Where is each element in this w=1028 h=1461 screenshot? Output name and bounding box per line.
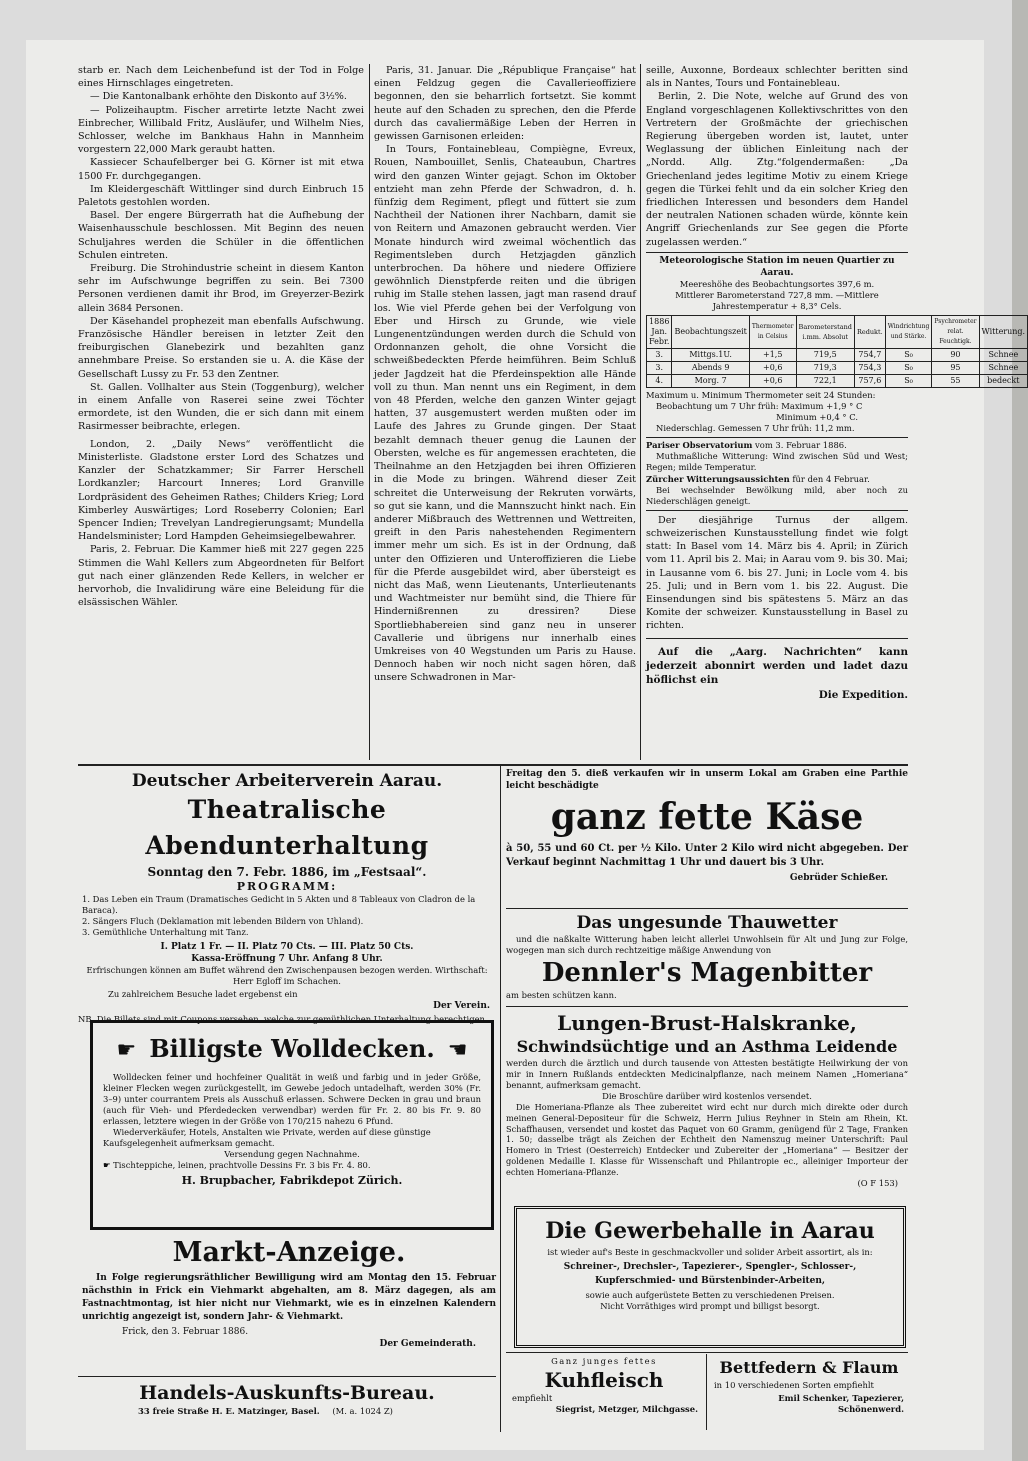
ad-trades: Schreiner-, Drechsler-, Tapezierer-, Spengler-, Schlosser-, Kupferschmied- und Bürstenbinder-Arbeiten,: [563, 1262, 857, 1286]
weather-station-mean: Mittlerer Barometerstand 727,8 mm. —Mittlere Jahrestemperatur + 8,3° Cels.: [675, 289, 879, 311]
weather-station-altitude: Meereshöhe des Beobachtungsortes 397,6 m.: [679, 278, 875, 289]
ad-buffet: Erfrischungen können am Buffet während den Zwischenpausen bezogen werden. Wirthschaft: Herr Egloff im Schachen.: [86, 965, 488, 986]
ad-headline: Theatralische Abendunterhaltung: [145, 795, 429, 860]
ad-wolldecken: [90, 1020, 494, 1230]
paris-observatory: [646, 437, 908, 473]
table-row: 3. Mittgs.1U. +1,5 719,5 754,7 S₀ 90 Schnee: [647, 348, 1028, 361]
ad-text: Wolldecken feiner und hochfeiner Qualität in weiß und farbig und in jeder Größe, kleiner Flecken wegen zurückgestellt, im Gewebe jedoch untadelhaft, werden 30% (Fr. 3–9) unter courrantem Preis als Ausschuß erlassen. Schwere Decken in grau und braun (auch für Vieh- und Pferdedecken verwendbar) werden für Fr. 2. 80 bis Fr. 9. 80 erlassen, letztere wiegen in der Größe von 170/215 nahezu 6 Pfund.: [103, 1072, 481, 1126]
ad-footer: am besten schützen kann.: [506, 990, 617, 1000]
news-column-1: [78, 64, 364, 754]
ad-text: Versendung gegen Nachnahme.: [224, 1149, 360, 1159]
ad-program-label: PROGRAMM:: [236, 880, 338, 893]
divider: [506, 1352, 908, 1353]
paris-observatory-text: Muthmaßliche Witterung: Wind zwischen Süd und West; Regen; milde Temperatur.: [646, 450, 908, 472]
news-item: starb er. Nach dem Leichenbefund ist der Tod in Folge eines Hirnschlages eingetreten.: [78, 65, 364, 90]
news-item: Freiburg. Die Strohindustrie scheint in diesem Kanton sehr im Aufschwunge begriffen zu sein. Bei 7300 Personen verdienen damit ihr Brod, im Greyerzer-Bezirk allein 3684 Personen.: [78, 263, 364, 314]
ad-prices: I. Platz 1 Fr. — II. Platz 70 Cts. — III. Platz 50 Cts.: [160, 942, 414, 952]
news-item: Kassiecer Schaufelberger bei G. Körner ist mit etwa 1500 Fr. durchgegangen.: [78, 157, 364, 182]
ad-bettfedern: [710, 1356, 908, 1430]
ad-dennler: [506, 912, 908, 1004]
ad-title: Das ungesunde Thauwetter: [576, 913, 838, 933]
ad-firm: H. Brupbacher, Fabrikdepot Zürich.: [181, 1174, 403, 1187]
divider: [706, 1354, 707, 1430]
ad-text: Nicht Vorräthiges wird prompt und billigst besorgt.: [600, 1301, 820, 1311]
table-row: 4. Morg. 7 +0,6 722,1 757,6 S₀ 55 bedeckt: [647, 374, 1028, 387]
ad-title: Billigste Wolldecken.: [149, 1034, 435, 1063]
table-row: 3. Abends 9 +0,6 719,3 754,3 S₀ 95 Schnee: [647, 361, 1028, 374]
news-item: Paris, 2. Februar. Die Kammer hieß mit 227 gegen 225 Stimmen die Wahl Kellers zum Abgeordneten für Belfort gut nach einer glänzenden Rede Kellers, in welcher er hervorhob, die Invalidirung wäre eine Beleidung für die elsässischen Wähler.: [78, 544, 364, 609]
ad-nb: NB. Die Billets sind mit Coupons versehen, welche zur gemüthlichen Unterhaltung berechtigen.: [78, 1014, 488, 1024]
ad-program-item: 3. Gemüthliche Unterhaltung mit Tanz.: [82, 927, 249, 937]
zurich-forecast: [646, 474, 908, 507]
ad-program-item: 2. Sängers Fluch (Deklamation mit lebenden Bildern von Uhland).: [82, 916, 364, 926]
ad-title-2: Schwindsüchtige und an Asthma Leidende: [516, 1037, 898, 1056]
ad-invite: Zu zahlreichem Besuche ladet ergebenst ein: [108, 989, 298, 999]
ad-opening: Kassa-Eröffnung 7 Uhr. Anfang 8 Uhr.: [191, 954, 383, 964]
weather-note: Niederschlag. Gemessen 7 Uhr früh: 11,2 mm.: [656, 422, 855, 433]
divider: [646, 638, 908, 645]
ad-arbeiterverein: [78, 770, 496, 1024]
ad-date: Frick, den 3. Februar 1886.: [122, 1327, 249, 1337]
news-item: Der Käsehandel prophezeit man ebenfalls Aufschwung. Französische Händler bereisen in letzter Zeit den freiburgischen Glanebezirk und bezahlten ganz annehmbare Preise. So erstanden sie u. A. die Käse der Gesellschaft Lussy zu Fr. 53 den Zentner.: [78, 315, 364, 380]
weather-note: Beobachtung um 7 Uhr früh: Maximum +1,9 ° C: [656, 400, 863, 411]
ad-signature: Der Verein.: [433, 1001, 490, 1011]
ad-handels: [78, 1380, 496, 1430]
divider: [506, 1006, 908, 1007]
ad-title: Die Gewerbehalle in Aarau: [545, 1218, 875, 1244]
news-item: Paris, 31. Januar. Die „République Française“ hat einen Feldzug gegen die Cavallerieoffiziere begonnen, den sie beharrlich fortsetzt. Sie kommt heute auf den Schaden zu sprechen, den die Pferde durch das cavaliermäßige Leben der Herren in gewissen Garnisonen erleiden:: [374, 65, 636, 143]
ad-title: Kuhfleisch: [544, 1368, 664, 1392]
ad-line: 33 freie Straße H. E. Matzinger, Basel. (M. a. 1024 Z): [138, 1406, 393, 1416]
news-item: — Die Kantonalbank erhöhte den Diskonto auf 3½%.: [90, 91, 347, 103]
divider: [506, 908, 908, 909]
subscription-notice: Auf die „Aarg. Nachrichten“ kann jederzeit abonnirt werden und ladet dazu höflichst ein: [646, 645, 908, 686]
news-column-3: [646, 64, 1026, 760]
ad-title: Handels-Auskunfts-Bureau.: [139, 1382, 435, 1404]
ad-intro: Freitag den 5. dieß verkaufen wir in unserm Lokal am Graben eine Parthie leicht beschädigte: [506, 769, 908, 791]
weather-station-title: Meteorologische Station im neuen Quartier zu Aarau.: [659, 255, 895, 278]
ad-firm: Emil Schenker, Tapezierer, Schönenwerd.: [778, 1393, 904, 1414]
pointing-hand-right-icon: ☛: [103, 1160, 114, 1170]
ad-code: (O F 153): [857, 1177, 898, 1188]
ad-signature: Gebrüder Schießer.: [789, 873, 888, 883]
news-item: Der diesjährige Turnus der allgem. schweizerischen Kunstausstellung findet wie folgt statt: In Basel vom 14. März bis 4. April; in Zürich vom 11. April bis 2. Mai; in Aarau vom 9. bis 30. Mai; in Lausanne vom 6. bis 27. Juni; in Locle vom 4. bis 25. Juli; und in Bern vom 1. bis 22. August. Die Einsendungen sind bis spätestens 5. März an das Komite der schweizer. Kunstausstellung in Basel zu richten.: [646, 514, 908, 632]
weather-note: Maximum u. Minimum Thermometer seit 24 Stunden:: [646, 389, 876, 400]
expedition-signature: Die Expedition.: [818, 688, 908, 701]
ad-title: Bettfedern & Flaum: [719, 1358, 899, 1377]
ad-title: ganz fette Käse: [550, 796, 864, 838]
ad-intro: Ganz junges fettes: [551, 1356, 657, 1366]
column-divider: [640, 64, 641, 760]
news-item: London, 2. „Daily News“ veröffentlicht die Ministerliste. Gladstone erster Lord des Schatzes und Kanzler der Schatzkammer; Sir Farrer Herschell Lordkanzler; Harcourt Inneres; Lord Granville Lordpräsident des Geheimen Rathes; Childers Krieg; Lord Kimberley Auswärtiges; Lord Roseberry Colonien; Earl Spencer Indien; Trevelyan Landregierungsamt; Mundella Handelsminister; Lord Hampden Geheimsiegelbewahrer.: [78, 438, 364, 543]
ad-kaese: [506, 768, 908, 906]
ad-title-row: [103, 1029, 481, 1072]
weather-station-block: [646, 252, 1026, 434]
ad-text: à 50, 55 und 60 Ct. per ½ Kilo. Unter 2 Kilo wird nicht abgegeben. Der Verkauf beginnt Nachmittag 1 Uhr und dauert bis 3 Uhr.: [506, 843, 908, 868]
ad-markt: [82, 1234, 496, 1376]
ad-title: Markt-Anzeige.: [172, 1237, 406, 1268]
paris-observatory-title: Pariser Observatorium: [646, 439, 753, 450]
news-item: In Tours, Fontainebleau, Compiègne, Evreux, Rouen, Nambouillet, Senlis, Chateaubun, Chartres wird den ganzen Winter gejagt. Schon im Oktober entzieht man zehn Pferde der Schwadron, d. h. fünfzig dem Regiment, pflegt und füttert sie zum Nachtheil der Nationen ihrer Nachbarn, damit sie von Reitern und Amazonen gebraucht werden. Vier Monate hindurch wird zweimal wöchentlich das Regimentsleben durch Hetzjagden gänzlich unterbrochen. Da höhere und niedere Offiziere gewöhnlich Dienstpferde reiten und die übrigen ruhig im Stalle stehen lassen, jagt man rasend drauf los. Wie viel Pferde gehen bei der Verfolgung von Eber und Hirsch zu Grunde, wie viele Lungenentzündungen werden durch die Schuld von Ordonnanzen geholt, die ohne Vorsicht die schweißbedeckten Pferde heimführen. Beim Schluß jeder Jagdzeit hat die Pferdeinspektion alle Hände voll zu thun. Man nennt uns ein Regiment, in dem von 48 Pferden, welche den ganzen Winter gejagt hatten, 37 ausgemustert werden mußten oder im Laufe des Jahres zu Grunde gingen. Der Staat bezahlt demnach theuer genug die Launen der Obersten, welche es für angemessen erachteten, die Theilnahme an den Hetzjagden bei ihren Offizieren in die Mode zu bringen. Während dieser Zeit schreitet die Unterweisung der Rekruten vorwärts, so gut sie kann, und die Mannszucht hinkt nach. Ein anderer Mißbrauch des Wettrennen und Wettreiten, greift in den Paris nahestehenden Regimentern immer mehr um sich. Es ist in der Ordnung, daß unter den Offizieren und Unteroffizieren die Liebe für die Pferde ausgebildet wird, aber übersteigt es nicht das Maß, wenn Lieutenants, Unterlieutenants und Wachtmeister nur bemüht sind, die Thiere für Hindernißrennen zu dressiren? Diese Sportliebhabereien sind ganz neu in unserer Cavallerie und übrigens nur innerhalb eines Umkreises von 40 Wegstunden um Paris zu Hause. Dennoch haben wir noch nicht sagen hören, daß unsere Schwadronen in Mar-: [374, 144, 636, 684]
news-item: seille, Auxonne, Bordeaux schlechter beritten sind als in Nantes, Tours und Fontainebleau.: [646, 65, 908, 90]
ad-column-divider: [500, 766, 501, 1432]
news-item: Basel. Der engere Bürgerrath hat die Aufhebung der Waisenhausschule beschlossen. Mit Beginn des neuen Schuljahres werden die Schüler in die öffentlichen Schulen eintreten.: [78, 210, 364, 261]
ad-text: Wiederverkäufer, Hotels, Anstalten wie Private, werden auf diese günstige Kaufsgelegenheit aufmerksam gemacht.: [103, 1127, 431, 1148]
ad-title: Lungen-Brust-Halskranke,: [557, 1011, 857, 1035]
weather-table: [646, 315, 1028, 388]
divider: [78, 1376, 496, 1377]
weather-note: Minimum +0,4 ° C.: [776, 411, 858, 422]
ad-text: Die Homeriana-Pflanze als Thee zubereitet wird echt nur durch mich direkte oder durch meinen General-Depositeur für die Schweiz, Herrn Julius Reyhner in Stein am Rhein, Kt. Schaffhausen, versendet und kostet das Paquet von 60 Gramm, genügend für 2 Tage, Franken 1. 50; dasselbe trägt als Zeichen der Echtheit den Namenszug meiner Unterschrift: Paul Homero in Triest (Oesterreich) Entdecker und Zubereiter der „Homeriana“ — Besitzer der goldenen Medaille I. Klasse für Wissenschaft und Philantropie ec., alleiniger Importeur der echten Homeriana-Pflanze.: [506, 1102, 908, 1177]
column-divider: [369, 64, 370, 760]
ad-text: sowie auch aufgerüstete Betten zu verschiedenen Preisen.: [585, 1290, 835, 1300]
section-rule: [78, 764, 908, 766]
ad-text: ist wieder auf's Beste in geschmackvoller und solider Arbeit assortirt, als in:: [547, 1247, 873, 1257]
ad-program-item: 1. Das Leben ein Traum (Dramatisches Gedicht in 5 Akten und 8 Tableaux von Cladron de la Baraca).: [82, 894, 476, 915]
ad-text: werden durch die ärztlich und durch tausende von Attesten bestätigte Heilwirkung der von mir in Innern Rußlands entdeckten Medicinalpflanze, nach meinem Namen „Homeriana“ benannt, aufmerksam gemacht.: [506, 1058, 908, 1090]
pointing-hand-left-icon: ☚: [447, 1038, 468, 1063]
news-item: Berlin, 2. Die Note, welche auf Grund des von England vorgeschlagenen Kollektivschrittes von den Vertretern der Großmächte der griechischen Regierung übergeben worden ist, lautet, unter Weglassung der üblichen Einleitung nach der „Nordd. Allg. Ztg.“folgendermaßen: „Da Griechenland jedes legitime Motiv zu einem Kriege gegen die Türkei fehlt und da ein solcher Krieg den friedlichen Interessen und besonders dem Handel der neutralen Nationen schaden würde, könnte kein Angriff Griechenlands zur See gegen die Pforte zugelassen werden.“: [646, 91, 908, 248]
ad-text: Die Broschüre darüber wird kostenlos versendet.: [602, 1091, 812, 1101]
zurich-forecast-text: Bei wechselnder Bewölkung mild, aber noch zu Niederschlägen geneigt.: [646, 484, 908, 506]
news-item: St. Gallen. Vollhalter aus Stein (Toggenburg), welcher in einem Anfalle von Raserei seine zwei Töchter ermordete, ist den Wunden, die er sich dann mit einem Rasirmesser beibrachte, erlegen.: [78, 381, 364, 433]
ad-gewerbehalle: [514, 1206, 906, 1348]
news-item: — Polizeihauptm. Fischer arretirte letzte Nacht zwei Einbrecher, Willibald Fritz, Ausläufer, und Wilhelm Nies, Schlosser, welche im Bankhaus Hahn in Mannheim vorgestern 22,000 Mark geraubt hatten.: [78, 104, 364, 156]
weather-table-header: 1886 Jan. Febr. Beobachtungszeit Thermometer in Celsius Barometerstand i.mm. Absolut Redukt. Windrichtung und Stärke. Psychrometer relat. Feuchtigk. Witterung.: [647, 315, 1028, 348]
ad-lungen: [506, 1010, 908, 1200]
ad-signature: Der Gemeinderath.: [379, 1339, 476, 1349]
zurich-forecast-date: für den 4 Februar.: [792, 473, 870, 484]
news-column-2: [374, 64, 636, 760]
news-item: Im Kleidergeschäft Wittlinger sind durch Einbruch 15 Paletots gestohlen worden.: [78, 183, 364, 209]
ad-text: in 10 verschiedenen Sorten empfiehlt: [714, 1380, 874, 1390]
ad-title: Deutscher Arbeiterverein Aarau.: [131, 771, 443, 791]
zurich-forecast-title: Zürcher Witterungsaussichten: [646, 473, 790, 484]
ad-text: ☛ Tischteppiche, leinen, prachtvolle Dessins Fr. 3 bis Fr. 4. 80.: [103, 1160, 371, 1170]
ad-kuhfleisch: [506, 1356, 702, 1430]
ad-date: Sonntag den 7. Febr. 1886, im „Festsaal“.: [147, 865, 427, 879]
ad-brand: Dennler's Magenbitter: [541, 958, 873, 988]
paris-observatory-date: vom 3. Februar 1886.: [755, 439, 847, 450]
pointing-hand-right-icon: ☛: [116, 1038, 137, 1063]
ad-text: und die naßkalte Witterung haben leicht allerlei Unwohlsein für Alt und Jung zur Folge, wogegen man sich durch rechtzeitige mäßige Anwendung von: [506, 934, 908, 955]
ad-firm: Siegrist, Metzger, Milchgasse.: [555, 1404, 698, 1414]
ad-recommend: empfiehlt: [512, 1393, 553, 1403]
newspaper-page: [26, 40, 1026, 1450]
page-spine: [1012, 0, 1028, 1461]
ad-text: In Folge regierungsräthlicher Bewilligung wird am Montag den 15. Februar nächsthin in Frick ein Viehmarkt abgehalten, am 8. März dagegen, als am Fastnachtmontag, ist hier nicht nur Viehmarkt, wie es in einzelnen Kalendern unrichtig angezeigt ist, sondern Jahr- & Viehmarkt.: [82, 1273, 496, 1322]
